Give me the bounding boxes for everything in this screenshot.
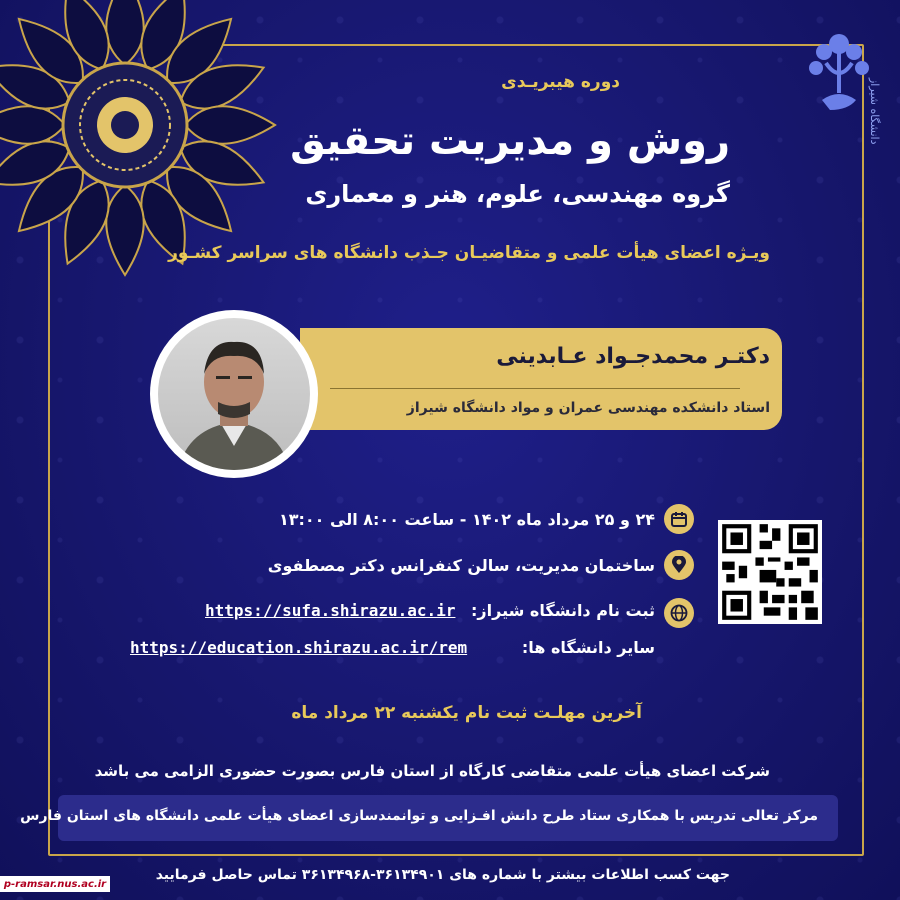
shiraz-university-logo bbox=[796, 18, 882, 148]
registration-deadline: آخرین مهلـت ثبت نام یکشنبه ۲۲ مرداد ماه bbox=[291, 703, 642, 723]
registration-shiraz-link[interactable]: https://sufa.shirazu.ac.ir bbox=[205, 601, 456, 620]
course-type-label: دوره هیبریـدی bbox=[501, 72, 620, 92]
contact-info: جهت کسب اطلاعات بیشتر با شماره های ۳۶۱۳۴۹۰۱-۳۶۱۳۴۹۶۸ تماس حاصل فرمایید bbox=[155, 867, 730, 883]
event-date: ۲۴ و ۲۵ مرداد ماه ۱۴۰۲ - ساعت ۸:۰۰ الی ۱۳:۰۰ bbox=[278, 510, 655, 529]
speaker-name: دکتـر محمدجـواد عـابدینی bbox=[496, 344, 770, 369]
registration-other-label: سایر دانشگاه ها: bbox=[521, 638, 655, 657]
source-badge: p-ramsar.nus.ac.ir bbox=[0, 876, 110, 892]
calendar-icon bbox=[664, 504, 694, 534]
registration-other-link[interactable]: https://education.shirazu.ac.ir/rem bbox=[130, 638, 468, 657]
speaker-photo bbox=[150, 310, 318, 478]
globe-icon bbox=[664, 598, 694, 628]
speaker-divider bbox=[330, 388, 740, 389]
qr-code[interactable] bbox=[718, 520, 822, 624]
registration-shiraz-label: ثبت نام دانشگاه شیراز: bbox=[471, 601, 655, 620]
attendance-note: شرکت اعضای هیأت علمی متقاضی کارگاه از استان فارس بصورت حضوری الزامی می باشد bbox=[94, 762, 770, 780]
speaker-role: استاد دانشکده مهندسی عمران و مواد دانشگاه شیراز bbox=[406, 400, 770, 416]
target-audience: ویـژه اعضای هیأت علمی و متقاضیـان جـذب دانشگاه های سراسر کشـور bbox=[168, 243, 770, 263]
organizer-text: مرکز تعالی تدریس با همکاری ستاد طرح دانش افـزایی و توانمندسازی اعضای هیأت علمی دانشگاه های استان فارس bbox=[20, 808, 818, 824]
location-pin-icon bbox=[664, 550, 694, 580]
subtitle: گروه مهندسی، علوم، هنر و معماری bbox=[305, 180, 730, 208]
page-title: روش و مدیریت تحقیق bbox=[290, 118, 730, 164]
svg-text:دانشگاه شیراز: دانشگاه شیراز bbox=[868, 78, 881, 145]
event-location: ساختمان مدیریت، سالن کنفرانس دکتر مصطفوی bbox=[267, 556, 655, 575]
